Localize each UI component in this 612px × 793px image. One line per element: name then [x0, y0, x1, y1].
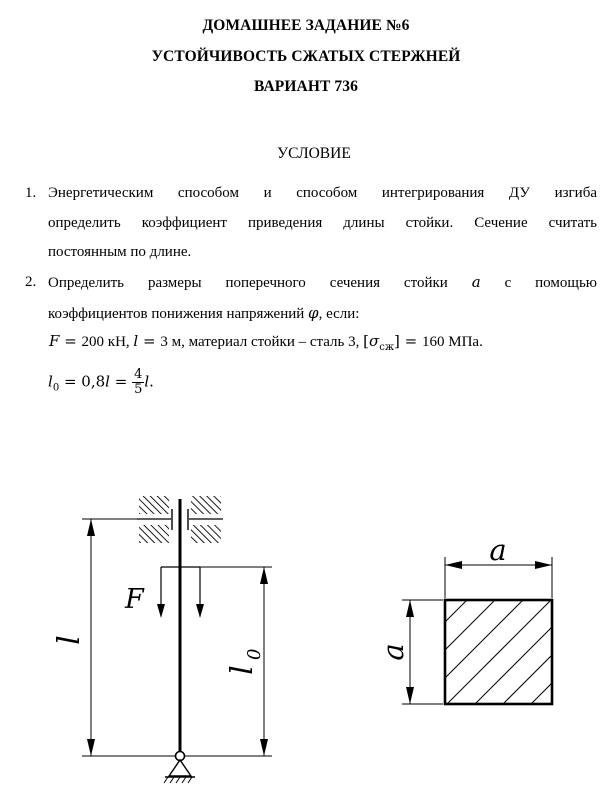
title-line-1: ДОМАШНЕЕ ЗАДАНИЕ №6	[202, 17, 410, 34]
task-2-line-2-a: коэффициентов понижения напряжений	[48, 305, 305, 322]
sym-l: l	[133, 332, 139, 350]
eq-sign: =	[59, 332, 82, 350]
coef: = 0,8	[59, 372, 106, 391]
task-1-line-1: Энергетическим способом и способом интегрирования ДУ изгиба	[48, 185, 597, 201]
sym-l-b: l	[105, 372, 110, 391]
title-line-3: ВАРИАНТ 736	[254, 78, 358, 95]
condition-heading: УСЛОВИЕ	[277, 145, 351, 162]
label-l: l	[52, 635, 87, 645]
task-1-line-2: определить коэффициент приведения длины стойки. Сечение считать	[48, 214, 597, 231]
label-F: F	[125, 584, 144, 615]
var-a: a	[471, 273, 481, 291]
label-l0: l	[225, 665, 260, 675]
eq-sign-2: =	[138, 332, 161, 350]
sigma-open: [	[363, 332, 369, 350]
task-number-1: 1.	[25, 185, 37, 201]
sym-F: F	[49, 332, 60, 350]
task-1-line-3: постоянным по длине.	[48, 244, 192, 260]
top-left-support-hatch-upper	[139, 496, 169, 514]
sigma-close: ]	[394, 332, 400, 350]
label-l0-sub: 0	[244, 648, 265, 660]
task-2-line-1-b: с помощью	[504, 275, 597, 291]
bottom-support-triangle	[169, 760, 191, 776]
top-right-support-hatch-lower	[191, 525, 221, 543]
cross-section-hatch	[445, 600, 612, 790]
formula-end: .	[149, 372, 154, 391]
title-line-2: УСТОЙЧИВОСТЬ СЖАТЫХ СТЕРЖНЕЙ	[151, 48, 461, 65]
sigma-sub: сж	[379, 342, 395, 353]
sigma-value: 160 МПа.	[422, 334, 483, 350]
fraction-numerator: 4	[134, 367, 143, 382]
eq-sign-4: =	[109, 372, 133, 391]
task-2-line-1-a: Определить размеры поперечного сечения стойки	[48, 275, 448, 291]
sym-l-c: l	[144, 372, 150, 391]
sym-sigma: σ	[368, 332, 380, 350]
task-2-line-2-b: , если:	[318, 305, 360, 322]
task-number-2: 2.	[25, 274, 37, 290]
fraction-denominator: 5	[134, 382, 143, 397]
top-left-support-hatch-lower	[139, 525, 169, 543]
top-right-support-hatch-upper	[191, 496, 221, 514]
eq-sign-3: =	[399, 332, 423, 350]
label-a-top: a	[489, 533, 507, 567]
label-a-side: a	[376, 643, 410, 661]
sym-l0-sub: 0	[52, 382, 60, 394]
l-value: 3 м, материал стойки – сталь 3,	[160, 334, 364, 350]
sym-l0: l	[48, 372, 53, 391]
var-phi: φ	[308, 303, 319, 322]
F-value: 200 кН,	[81, 334, 134, 350]
